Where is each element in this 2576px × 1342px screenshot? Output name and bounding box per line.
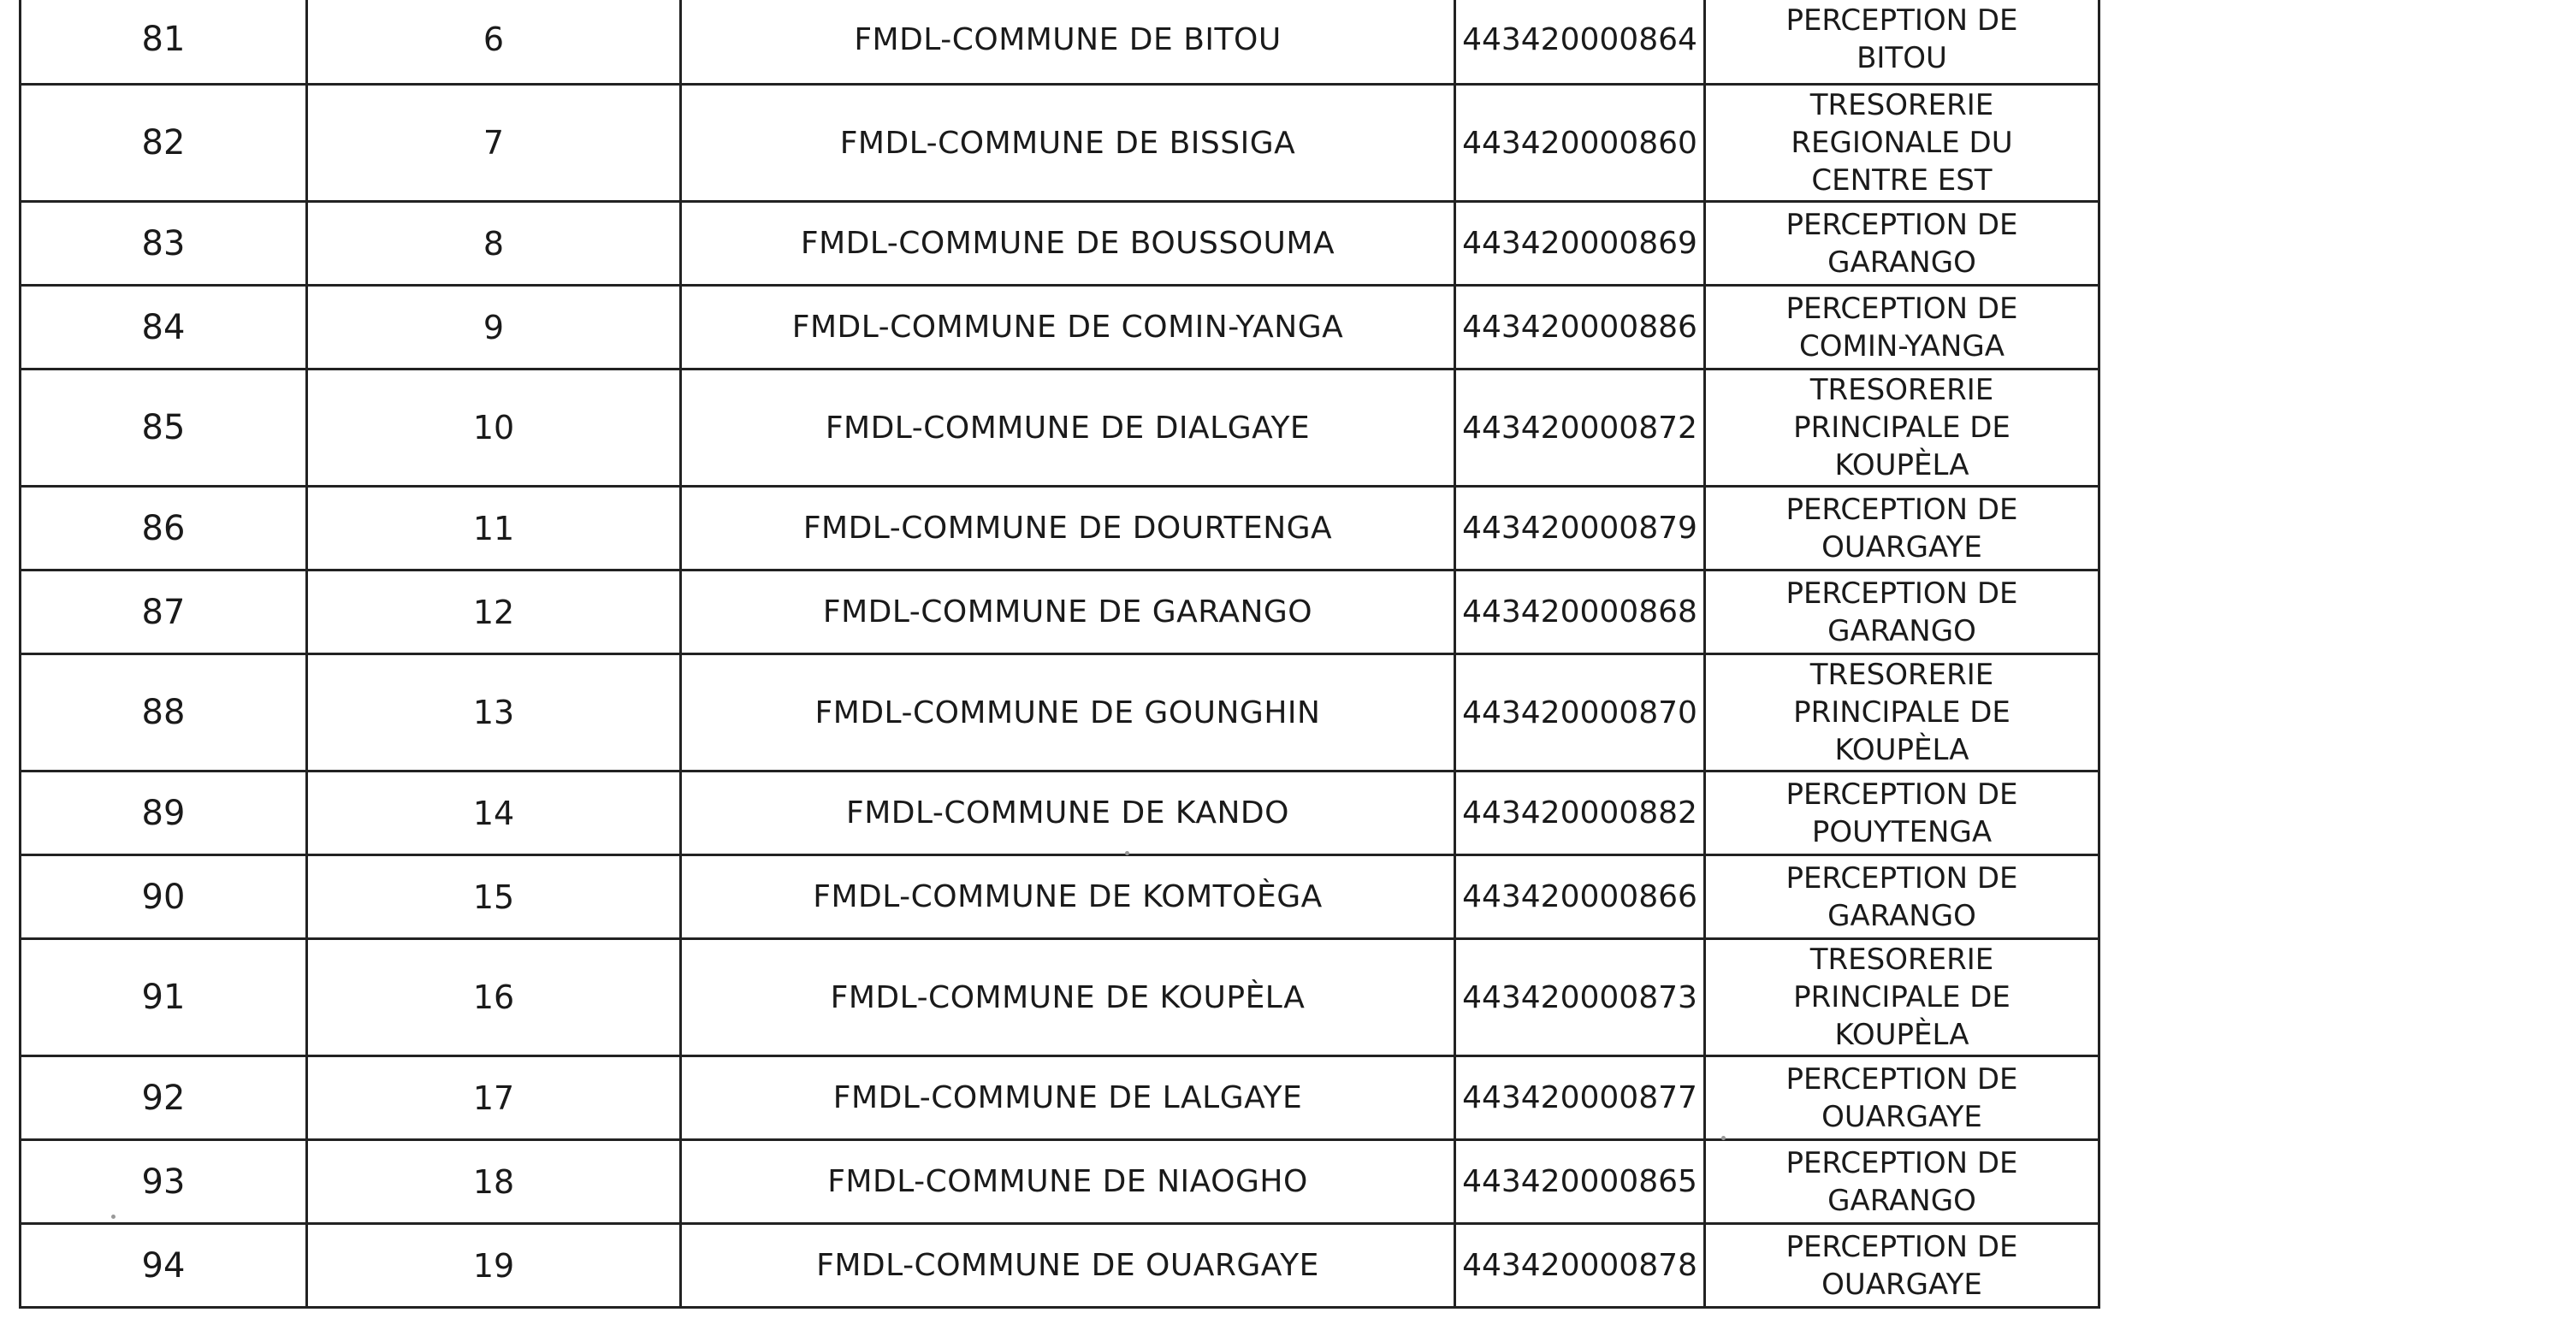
commune-name-cell: FMDL-COMMUNE DE GOUNGHIN — [681, 654, 1455, 772]
accounting-post-line: KOUPÈLA — [1834, 448, 1969, 482]
accounting-post-line: TRESORERIE — [1809, 658, 1994, 692]
account-number-cell: 443420000864 — [1455, 0, 1705, 85]
accounting-post-line: REGIONALE DU — [1791, 126, 2013, 160]
account-number-cell: 443420000877 — [1455, 1056, 1705, 1140]
table-row — [21, 570, 2099, 654]
accounting-post-line: GARANGO — [1827, 245, 1976, 280]
account-number-cell: 443420000860 — [1455, 85, 1705, 202]
accounting-post-line: KOUPÈLA — [1834, 733, 1969, 767]
accounting-post-line: TRESORERIE — [1809, 373, 1994, 407]
accounting-post-line: KOUPÈLA — [1834, 1018, 1969, 1052]
row-number-cell: 92 — [21, 1056, 307, 1140]
commune-name-cell: FMDL-COMMUNE DE COMIN-YANGA — [681, 286, 1455, 369]
commune-name-cell: FMDL-COMMUNE DE KANDO — [681, 772, 1455, 855]
table-row — [21, 1224, 2099, 1308]
accounting-post-cell — [1705, 286, 2099, 369]
commune-name-cell: FMDL-COMMUNE DE NIAOGHO — [681, 1140, 1455, 1224]
commune-name-cell: FMDL-COMMUNE DE LALGAYE — [681, 1056, 1455, 1140]
commune-name-cell: FMDL-COMMUNE DE BOUSSOUMA — [681, 202, 1455, 286]
account-number-cell: 443420000865 — [1455, 1140, 1705, 1224]
accounting-post-line: PERCEPTION DE — [1785, 1229, 2018, 1264]
scan-speck — [111, 1215, 115, 1219]
account-number-cell: 443420000866 — [1455, 855, 1705, 939]
accounting-post-line: PRINCIPALE DE — [1793, 695, 2010, 730]
order-number-cell: 13 — [307, 654, 681, 772]
commune-name-cell: FMDL-COMMUNE DE KOUPÈLA — [681, 939, 1455, 1056]
accounting-post-line: CENTRE EST — [1811, 163, 1993, 198]
row-number-cell: 94 — [21, 1224, 307, 1308]
order-number-cell: 12 — [307, 570, 681, 654]
accounting-post-line: PERCEPTION DE — [1785, 207, 2018, 242]
accounting-post-cell — [1705, 939, 2099, 1056]
commune-name-cell: FMDL-COMMUNE DE GARANGO — [681, 570, 1455, 654]
table-row — [21, 369, 2099, 487]
scan-speck — [1125, 851, 1129, 855]
accounting-post-line: OUARGAYE — [1821, 529, 1982, 565]
accounting-post-cell — [1705, 654, 2099, 772]
accounting-post-cell — [1705, 0, 2099, 85]
account-number-cell: 443420000869 — [1455, 202, 1705, 286]
order-number-cell: 18 — [307, 1140, 681, 1224]
table-body — [21, 0, 2099, 1308]
row-number-cell: 90 — [21, 855, 307, 939]
accounting-post-line: PRINCIPALE DE — [1793, 411, 2010, 445]
accounting-post-line: PERCEPTION DE — [1785, 777, 2018, 812]
order-number-cell: 14 — [307, 772, 681, 855]
accounting-post-line: PERCEPTION DE — [1785, 291, 2018, 326]
account-number-cell: 443420000868 — [1455, 570, 1705, 654]
fmdl-allocation-table — [19, 0, 2099, 1309]
row-number-cell: 91 — [21, 939, 307, 1056]
table-row — [21, 939, 2099, 1056]
accounting-post-cell — [1705, 487, 2099, 570]
order-number-cell: 6 — [307, 0, 681, 85]
accounting-post-line: GARANGO — [1827, 613, 1976, 648]
accounting-post-line: PERCEPTION DE — [1785, 3, 2018, 38]
account-number-cell: 443420000879 — [1455, 487, 1705, 570]
order-number-cell: 9 — [307, 286, 681, 369]
accounting-post-line: PERCEPTION DE — [1785, 492, 2018, 527]
accounting-post-line: TRESORERIE — [1809, 943, 1994, 977]
accounting-post-cell — [1705, 1056, 2099, 1140]
commune-name-cell: FMDL-COMMUNE DE OUARGAYE — [681, 1224, 1455, 1308]
accounting-post-line: PRINCIPALE DE — [1793, 980, 2010, 1014]
row-number-cell: 88 — [21, 654, 307, 772]
table-row — [21, 0, 2099, 85]
accounting-post-line: POUYTENGA — [1811, 814, 1993, 849]
table-row — [21, 855, 2099, 939]
account-number-cell: 443420000878 — [1455, 1224, 1705, 1308]
row-number-cell: 82 — [21, 85, 307, 202]
table-row — [21, 1056, 2099, 1140]
accounting-post-cell — [1705, 1224, 2099, 1308]
order-number-cell: 10 — [307, 369, 681, 487]
accounting-post-line: OUARGAYE — [1821, 1267, 1982, 1302]
row-number-cell: 83 — [21, 202, 307, 286]
accounting-post-cell — [1705, 772, 2099, 855]
row-number-cell: 93 — [21, 1140, 307, 1224]
accounting-post-line: PERCEPTION DE — [1785, 576, 2018, 611]
order-number-cell: 15 — [307, 855, 681, 939]
accounting-post-line: PERCEPTION DE — [1785, 1145, 2018, 1180]
accounting-post-line: OUARGAYE — [1821, 1099, 1982, 1134]
accounting-post-line: BITOU — [1856, 41, 1947, 75]
commune-name-cell: FMDL-COMMUNE DE DIALGAYE — [681, 369, 1455, 487]
row-number-cell: 84 — [21, 286, 307, 369]
order-number-cell: 11 — [307, 487, 681, 570]
accounting-post-cell — [1705, 85, 2099, 202]
table-row — [21, 654, 2099, 772]
accounting-post-cell — [1705, 1140, 2099, 1224]
account-number-cell: 443420000872 — [1455, 369, 1705, 487]
order-number-cell: 16 — [307, 939, 681, 1056]
row-number-cell: 85 — [21, 369, 307, 487]
row-number-cell: 87 — [21, 570, 307, 654]
accounting-post-cell — [1705, 369, 2099, 487]
accounting-post-line: GARANGO — [1827, 1183, 1976, 1218]
order-number-cell: 19 — [307, 1224, 681, 1308]
account-number-cell: 443420000873 — [1455, 939, 1705, 1056]
account-number-cell: 443420000882 — [1455, 772, 1705, 855]
commune-name-cell: FMDL-COMMUNE DE DOURTENGA — [681, 487, 1455, 570]
order-number-cell: 7 — [307, 85, 681, 202]
table-row — [21, 286, 2099, 369]
accounting-post-line: PERCEPTION DE — [1785, 1061, 2018, 1097]
commune-name-cell: FMDL-COMMUNE DE BISSIGA — [681, 85, 1455, 202]
account-number-cell: 443420000886 — [1455, 286, 1705, 369]
accounting-post-cell — [1705, 855, 2099, 939]
commune-name-cell: FMDL-COMMUNE DE KOMTOÈGA — [681, 855, 1455, 939]
row-number-cell: 86 — [21, 487, 307, 570]
commune-name-cell: FMDL-COMMUNE DE BITOU — [681, 0, 1455, 85]
accounting-post-line: GARANGO — [1827, 898, 1976, 933]
row-number-cell: 89 — [21, 772, 307, 855]
table-row — [21, 487, 2099, 570]
accounting-post-line: TRESORERIE — [1809, 88, 1994, 122]
order-number-cell: 8 — [307, 202, 681, 286]
accounting-post-cell — [1705, 202, 2099, 286]
accounting-post-cell — [1705, 570, 2099, 654]
accounting-post-line: PERCEPTION DE — [1785, 860, 2018, 896]
table-row — [21, 85, 2099, 202]
table-row — [21, 772, 2099, 855]
scan-speck — [1721, 1136, 1726, 1140]
account-number-cell: 443420000870 — [1455, 654, 1705, 772]
table-row — [21, 1140, 2099, 1224]
accounting-post-line: COMIN-YANGA — [1799, 328, 2005, 364]
order-number-cell: 17 — [307, 1056, 681, 1140]
row-number-cell: 81 — [21, 0, 307, 85]
table-row — [21, 202, 2099, 286]
